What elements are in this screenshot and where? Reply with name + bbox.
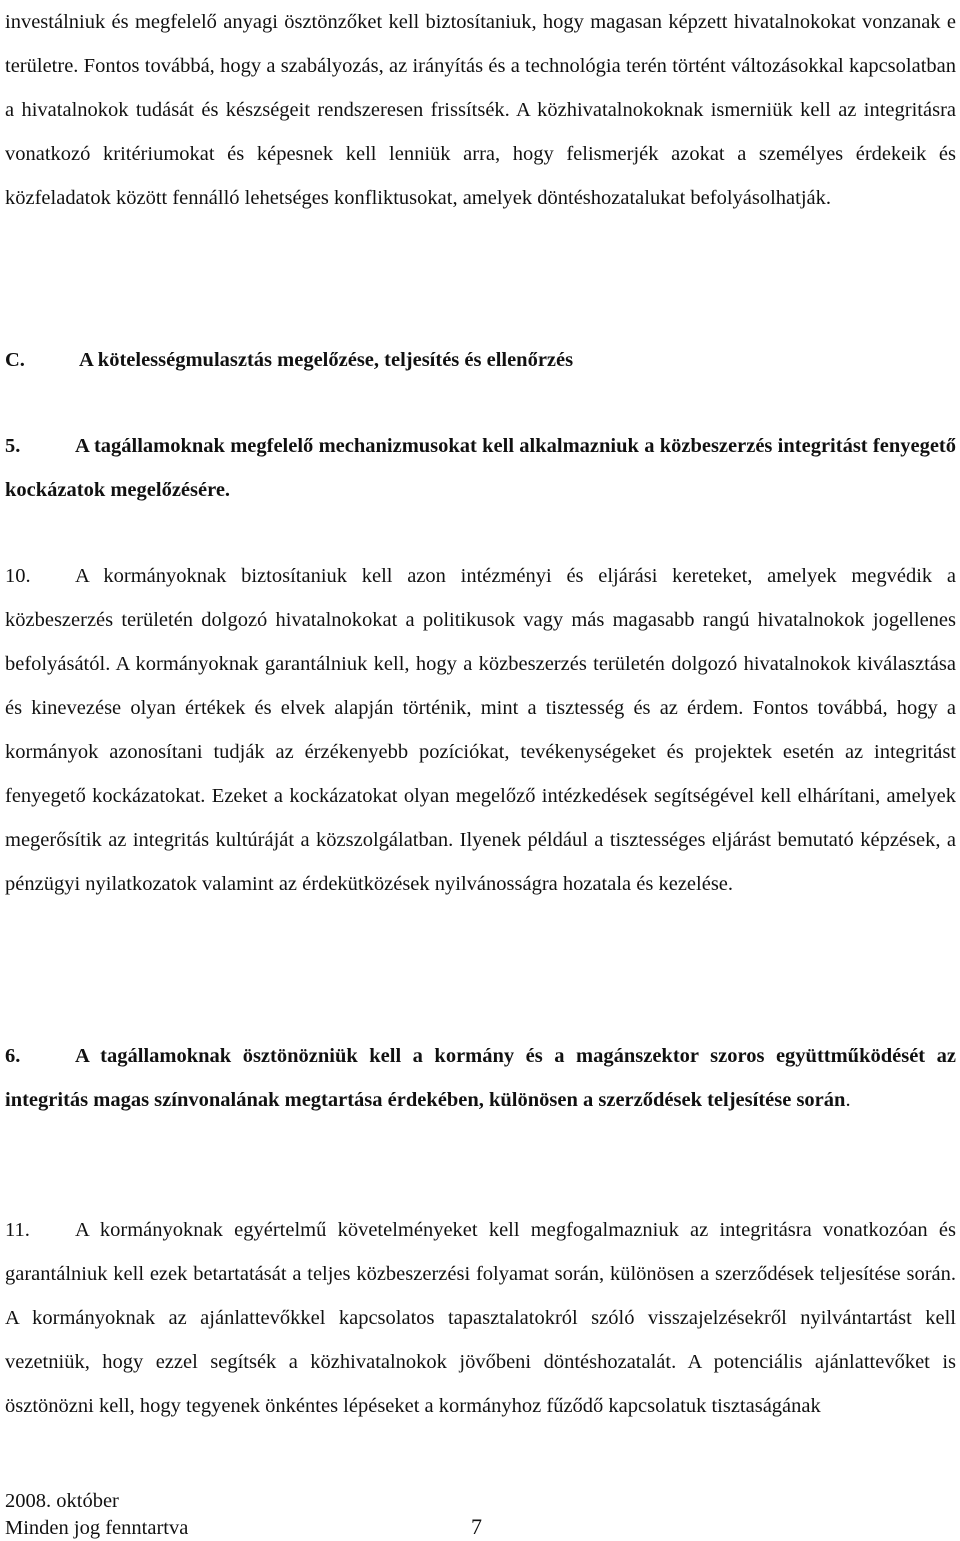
item-6-number: 6. [5, 1045, 21, 1067]
footer-date: 2008. október [5, 1490, 119, 1512]
page-number: 7 [471, 1514, 482, 1539]
section-title: A kötelességmulasztás megelőzése, teljesítés és ellenőrzés [79, 349, 574, 371]
item-5-paragraph [5, 424, 956, 512]
item-6-trailing: . [845, 1089, 851, 1111]
section-number: C. [5, 349, 25, 371]
item-10-paragraph [5, 554, 956, 906]
item-10-text: A kormányoknak biztosítaniuk kell azon intézményi és eljárási kereteket, amelyek megvédik a közbeszerzés területén dolgozó hivatalnokokat a politikusok vagy más magasabb rangú hivatalnokok jogellenes befolyásától. A kormányoknak garantálniuk kell, hogy a közbeszerzés területén dolgozó hivatalnokok kiválasztása és kinevezése olyan értékek és elvek alapján történik, mint a tisztesség és az érdem. Fontos továbbá, hogy a kormányok azonosítani tudják az érzékenyebb pozíciókat, tevékenységeket és projektek esetén az integritást fenyegető kockázatokat. Ezeket a kockázatokat olyan megelőző intézkedések segítségével kell elhárítani, amelyek megerősítik az integritás kultúráját a közszolgálatban. Ilyenek például a tisztességes eljárást bemutató képzések, a pénzügyi nyilatkozatok valamint az érdekütközések nyilvánosságra hozatala és kezelése. [5, 565, 956, 895]
section-heading-c [5, 338, 956, 382]
footer-rights: Minden jog fenntartva [5, 1517, 189, 1539]
item-5-text: A tagállamoknak megfelelő mechanizmusokat kell alkalmazniuk a közbeszerzés integritást fenyegető kockázatok megelőzésére. [5, 435, 956, 501]
item-6-text: A tagállamoknak ösztönözniük kell a kormány és a magánszektor szoros együttműködését az integritás magas színvonalának megtartása érdekében, különösen a szerződések teljesítése során [5, 1045, 956, 1111]
item-5-number: 5. [5, 435, 21, 457]
intro-paragraph: investálniuk és megfelelő anyagi ösztönzőket kell biztosítaniuk, hogy magasan képzett hivatalnokokat vonzanak e területre. Fontos továbbá, hogy a szabályozás, az irányítás és a technológia terén történt változásokkal kapcsolatban a hivatalnokok tudását és készségeit rendszeresen frissítsék. A közhivatalnokoknak ismerniük kell az integritásra vonatkozó kritériumokat és képesnek kell lenniük arra, hogy felismerjék azokat a személyes érdekeik és közfeladatok között fennálló lehetséges konfliktusokat, amelyek döntéshozatalukat befolyásolhatják. [5, 11, 956, 209]
item-11-number: 11. [5, 1219, 30, 1241]
item-6-paragraph [5, 1034, 956, 1122]
item-10-number: 10. [5, 565, 31, 587]
item-11-paragraph [5, 1208, 956, 1428]
item-11-text: A kormányoknak egyértelmű követelményeket kell megfogalmazniuk az integritásra vonatkozóan és garantálniuk kell ezek betartatását a teljes közbeszerzési folyamat során, különösen a szerződések teljesítése során. A kormányoknak az ajánlattevőkkel kapcsolatos tapasztalatokról szóló visszajelzésekről nyilvántartást kell vezetniük, hogy ezzel segítsék a közhivatalnokok jövőbeni döntéshozatalát. A potenciális ajánlattevőket is ösztönözni kell, hogy tegyenek önkéntes lépéseket a kormányhoz fűződő kapcsolatuk tisztaságának [5, 1219, 956, 1417]
